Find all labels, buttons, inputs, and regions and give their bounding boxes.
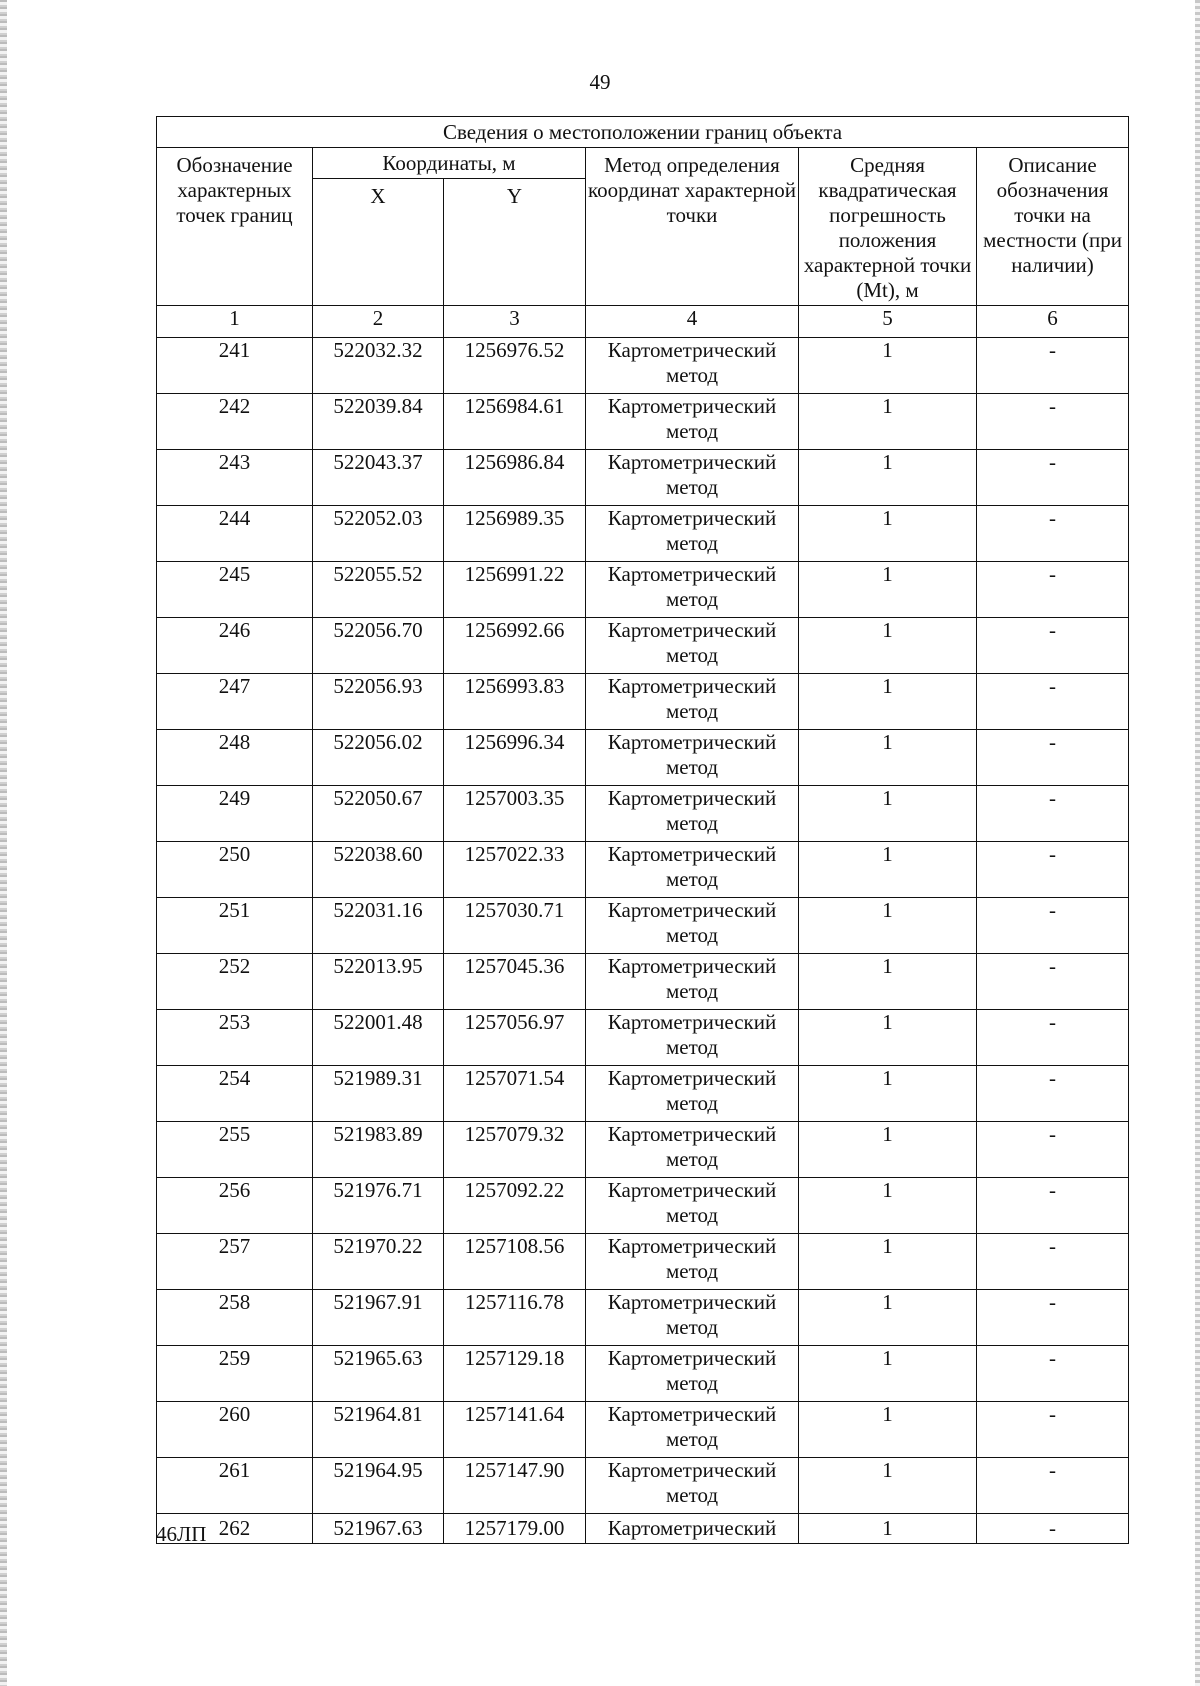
error-cell: 1 [799,1346,977,1402]
error-cell: 1 [799,1402,977,1458]
point-cell: 245 [157,562,313,618]
error-cell: 1 [799,1178,977,1234]
error-cell: 1 [799,506,977,562]
description-cell: - [977,618,1129,674]
description-cell: - [977,506,1129,562]
description-cell: - [977,954,1129,1010]
method-cell: Картометрический метод [586,954,799,1010]
method-cell: Картометрический метод [586,842,799,898]
x-cell: 522038.60 [313,842,444,898]
header-error: Средняя квадратическая погрешность положения характерной точки (Mt), м [799,148,977,306]
table-row [157,450,1129,506]
error-cell: 1 [799,1010,977,1066]
description-cell: - [977,562,1129,618]
table-row [157,1290,1129,1346]
y-cell: 1256986.84 [444,450,586,506]
method-cell: Картометрический метод [586,1010,799,1066]
header-description: Описание обозначения точки на местности (при наличии) [977,148,1129,306]
y-cell: 1256996.34 [444,730,586,786]
description-cell: - [977,786,1129,842]
y-cell: 1257045.36 [444,954,586,1010]
header-x: X [313,179,444,306]
table-row [157,506,1129,562]
y-cell: 1256991.22 [444,562,586,618]
method-cell: Картометрический метод [586,618,799,674]
x-cell: 522050.67 [313,786,444,842]
point-cell: 246 [157,618,313,674]
table-row [157,562,1129,618]
point-cell: 261 [157,1458,313,1514]
y-cell: 1257129.18 [444,1346,586,1402]
x-cell: 522039.84 [313,394,444,450]
error-cell: 1 [799,730,977,786]
x-cell: 522056.93 [313,674,444,730]
point-cell: 248 [157,730,313,786]
method-cell: Картометрический метод [586,1290,799,1346]
method-cell: Картометрический метод [586,562,799,618]
header-designation: Обозначение характерных точек границ [157,148,313,306]
method-cell: Картометрический метод [586,674,799,730]
point-cell: 243 [157,450,313,506]
y-cell: 1256992.66 [444,618,586,674]
table-row [157,674,1129,730]
scan-edge-right [1195,0,1200,1686]
description-cell: - [977,1346,1129,1402]
description-cell: - [977,1402,1129,1458]
column-number: 6 [977,306,1129,338]
description-cell: - [977,1234,1129,1290]
point-cell: 258 [157,1290,313,1346]
y-cell: 1257030.71 [444,898,586,954]
error-cell: 1 [799,1290,977,1346]
method-cell: Картометрический метод [586,1066,799,1122]
description-cell: - [977,450,1129,506]
method-cell: Картометрический метод [586,506,799,562]
point-cell: 242 [157,394,313,450]
point-cell: 254 [157,1066,313,1122]
x-cell: 522055.52 [313,562,444,618]
table-row [157,1010,1129,1066]
y-cell: 1257056.97 [444,1010,586,1066]
error-cell: 1 [799,954,977,1010]
table-row [157,954,1129,1010]
y-cell: 1257003.35 [444,786,586,842]
table-row [157,1346,1129,1402]
header-y: Y [444,179,586,306]
column-number: 4 [586,306,799,338]
x-cell: 522056.02 [313,730,444,786]
method-cell: Картометрический метод [586,1178,799,1234]
point-cell: 262 [157,1514,313,1544]
x-cell: 522043.37 [313,450,444,506]
description-cell: - [977,1458,1129,1514]
y-cell: 1257179.00 [444,1514,586,1544]
error-cell: 1 [799,1458,977,1514]
point-cell: 259 [157,1346,313,1402]
caption-row [157,117,1129,148]
header-method: Метод определения координат характерной точки [586,148,799,306]
error-cell: 1 [799,1514,977,1544]
method-cell: Картометрический метод [586,338,799,394]
table-row [157,1234,1129,1290]
point-cell: 253 [157,1010,313,1066]
method-cell: Картометрический метод [586,786,799,842]
error-cell: 1 [799,1234,977,1290]
point-cell: 255 [157,1122,313,1178]
table-row [157,786,1129,842]
y-cell: 1257071.54 [444,1066,586,1122]
y-cell: 1257141.64 [444,1402,586,1458]
x-cell: 522032.32 [313,338,444,394]
table-row [157,898,1129,954]
description-cell: - [977,674,1129,730]
x-cell: 521989.31 [313,1066,444,1122]
table-row [157,730,1129,786]
description-cell: - [977,338,1129,394]
x-cell: 522056.70 [313,618,444,674]
description-cell: - [977,730,1129,786]
x-cell: 521967.91 [313,1290,444,1346]
error-cell: 1 [799,786,977,842]
method-cell: Картометрический метод [586,450,799,506]
description-cell: - [977,1514,1129,1544]
header-row-1 [157,148,1129,179]
column-number-row [157,306,1129,338]
error-cell: 1 [799,618,977,674]
table-row [157,618,1129,674]
point-cell: 256 [157,1178,313,1234]
point-cell: 247 [157,674,313,730]
error-cell: 1 [799,394,977,450]
y-cell: 1257147.90 [444,1458,586,1514]
x-cell: 521970.22 [313,1234,444,1290]
y-cell: 1257092.22 [444,1178,586,1234]
method-cell: Картометрический метод [586,730,799,786]
table-row [157,338,1129,394]
method-cell: Картометрический метод [586,394,799,450]
description-cell: - [977,1066,1129,1122]
table-row [157,1458,1129,1514]
method-cell: Картометрический [586,1514,799,1544]
scan-edge-left [0,0,7,1686]
point-cell: 250 [157,842,313,898]
x-cell: 521964.95 [313,1458,444,1514]
boundary-coordinates-table [156,116,1129,1544]
error-cell: 1 [799,338,977,394]
x-cell: 521965.63 [313,1346,444,1402]
error-cell: 1 [799,1066,977,1122]
error-cell: 1 [799,674,977,730]
description-cell: - [977,1010,1129,1066]
y-cell: 1257022.33 [444,842,586,898]
column-number: 1 [157,306,313,338]
x-cell: 522031.16 [313,898,444,954]
error-cell: 1 [799,1122,977,1178]
method-cell: Картометрический метод [586,1122,799,1178]
method-cell: Картометрический метод [586,898,799,954]
error-cell: 1 [799,898,977,954]
description-cell: - [977,1122,1129,1178]
table-caption: Сведения о местоположении границ объекта [157,117,1129,148]
page-number: 49 [589,70,611,94]
x-cell: 521976.71 [313,1178,444,1234]
table-row [157,394,1129,450]
method-cell: Картометрический метод [586,1234,799,1290]
y-cell: 1257079.32 [444,1122,586,1178]
y-cell: 1257108.56 [444,1234,586,1290]
point-cell: 251 [157,898,313,954]
method-cell: Картометрический метод [586,1458,799,1514]
header-coordinates: Координаты, м [313,148,586,179]
point-cell: 252 [157,954,313,1010]
y-cell: 1256976.52 [444,338,586,394]
x-cell: 522052.03 [313,506,444,562]
description-cell: - [977,1178,1129,1234]
point-cell: 260 [157,1402,313,1458]
table-row [157,1514,1129,1544]
y-cell: 1257116.78 [444,1290,586,1346]
method-cell: Картометрический метод [586,1346,799,1402]
y-cell: 1256993.83 [444,674,586,730]
table-body [157,117,1129,1544]
column-number: 5 [799,306,977,338]
x-cell: 521964.81 [313,1402,444,1458]
footer-document-code: 46ЛП [156,1522,207,1546]
description-cell: - [977,842,1129,898]
point-cell: 244 [157,506,313,562]
table-row [157,1122,1129,1178]
table-row [157,842,1129,898]
error-cell: 1 [799,450,977,506]
y-cell: 1256989.35 [444,506,586,562]
x-cell: 522013.95 [313,954,444,1010]
description-cell: - [977,394,1129,450]
point-cell: 249 [157,786,313,842]
table-row [157,1402,1129,1458]
column-number: 2 [313,306,444,338]
x-cell: 521967.63 [313,1514,444,1544]
x-cell: 522001.48 [313,1010,444,1066]
table-row [157,1066,1129,1122]
error-cell: 1 [799,562,977,618]
column-number: 3 [444,306,586,338]
table-row [157,1178,1129,1234]
description-cell: - [977,1290,1129,1346]
y-cell: 1256984.61 [444,394,586,450]
point-cell: 257 [157,1234,313,1290]
point-cell: 241 [157,338,313,394]
x-cell: 521983.89 [313,1122,444,1178]
description-cell: - [977,898,1129,954]
error-cell: 1 [799,842,977,898]
method-cell: Картометрический метод [586,1402,799,1458]
